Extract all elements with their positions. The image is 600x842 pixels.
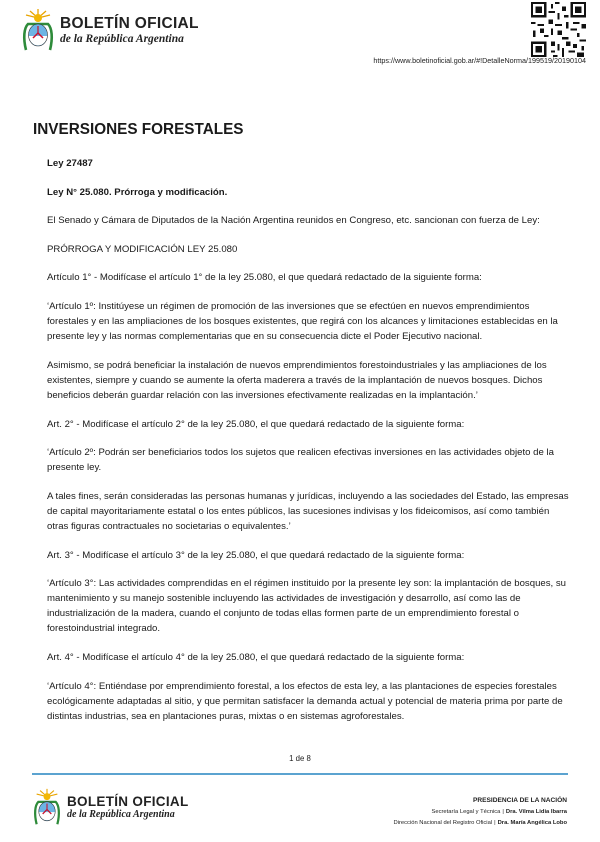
national-seal-icon [22, 8, 54, 52]
presidency-label: PRESIDENCIA DE LA NACIÓN [472, 797, 567, 804]
section-title: INVERSIONES FORESTALES [33, 121, 244, 138]
article-paragraph: ‘Artículo 2º: Podrán ser beneficiarios todos los sujetos que realicen efectivas inversiones en las actividades objeto de la presente ley. [47, 447, 554, 474]
article-paragraph: ‘Artículo 3°: Las actividades comprendidas en el régimen instituido por la presente ley son: la implantación de bosques, su mantenimiento y su manejo sostenible incluyendo las actividades de investigación y desarrollo, así como las de industrialización de la madera, cuando el conjunto de todas ellas formen parte de un emprendimiento forestal o forestoindustrial integrado. [47, 578, 566, 635]
footer-logo-title: BOLETÍN OFICIAL [67, 793, 189, 809]
office-name: Secretaría Legal y Técnica [431, 808, 501, 815]
document-body [47, 156, 569, 737]
article-paragraph: Asimismo, se podrá beneficiar la instalación de nuevos emprendimientos forestoindustriales y las ampliaciones de los existentes, siempre y cuando se aumente la oferta maderera a través de la implantación de nuevos bosques. Dichos beneficios deberán guardar relación con las inversiones efectivamente realizadas en la implantación.’ [47, 359, 547, 401]
logo-subtitle: de la República Argentina [60, 32, 184, 45]
national-seal-icon [33, 788, 61, 826]
footer-divider [32, 773, 568, 775]
footer-credits [394, 795, 567, 830]
law-number: Ley 27487 [47, 158, 93, 169]
article-paragraph: A tales fines, serán consideradas las personas humanas y jurídicas, incluyendo a las sociedades del Estado, las empresas de capital mayoritariamente estatal o los entes públicos, las sucesiones indivisas y los fideicomisos, así como también otras figuras contractuales no societarias o equivalentes.’ [47, 490, 569, 532]
separator: | [502, 808, 504, 815]
official-name: Dra. Vilma Lidia Ibarra [505, 808, 567, 815]
footer-line-secretaria [394, 807, 567, 819]
article-paragraph: ‘Artículo 1º: Institúyese un régimen de promoción de las inversiones que se efectúen en nuevos emprendimientos forestales y en las ampliaciones de los bosques existentes, que regirá con los alcances y limitaciones establecidas en la presente ley y las normas complementarias que en su consecuencia dicte el Poder Ejecutivo nacional. [47, 300, 558, 343]
law-title: Ley N° 25.080. Prórroga y modificación. [47, 186, 228, 198]
separator: | [494, 820, 496, 826]
source-url[interactable]: https://www.boletinoficial.gob.ar/#!DetalleNorma/199519/20190104 [373, 56, 586, 65]
article-paragraph: Art. 3° - Modifícase el artículo 3° de la ley 25.080, el que quedará redactado de la siguiente forma: [47, 549, 465, 561]
footer-line-direccion [394, 818, 567, 830]
office-name: Dirección Nacional del Registro Oficial [393, 820, 493, 826]
qr-code-icon [531, 2, 586, 57]
logo-title: BOLETÍN OFICIAL [60, 14, 199, 32]
section-heading: PRÓRROGA Y MODIFICACIÓN LEY 25.080 [47, 243, 238, 255]
footer-logo-subtitle: de la República Argentina [67, 808, 175, 820]
article-paragraph: Art. 2° - Modifícase el artículo 2° de la ley 25.080, el que quedará redactado de la siguiente forma: [47, 418, 465, 430]
preamble: El Senado y Cámara de Diputados de la Nación Argentina reunidos en Congreso, etc. sancionan con fuerza de Ley: [47, 215, 540, 227]
article-paragraph: ‘Artículo 4°: Entiéndase por emprendimiento forestal, a los efectos de esta ley, a las plantaciones de especies forestales ecológicamente adaptadas al sitio, y que permitan satisfacer la demanda actual y potencial de materia prima por parte de distintas industrias, sea en plantaciones puras, mixtas o en sistemas agroforestales. [47, 680, 563, 722]
footer-logo [33, 788, 189, 826]
official-name: Dra. María Angélica Lobo [497, 820, 567, 826]
article-paragraph: Artículo 1° - Modifícase el artículo 1° de la ley 25.080, el que quedará redactado de la siguiente forma: [47, 272, 482, 284]
page-indicator: 1 de 8 [289, 754, 311, 763]
article-paragraph: Art. 4° - Modifícase el artículo 4° de la ley 25.080, el que quedará redactado de la siguiente forma: [47, 652, 465, 664]
header-logo[interactable] [22, 8, 199, 52]
